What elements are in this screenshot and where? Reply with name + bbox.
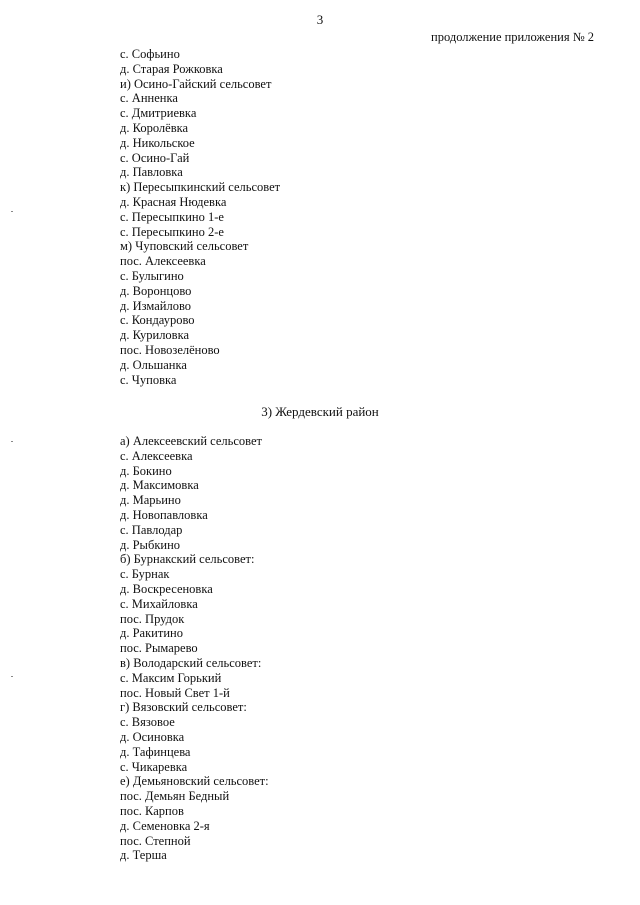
list-item: д. Семеновка 2-я <box>120 818 210 833</box>
list-item: д. Королёвка <box>120 120 189 135</box>
list-item: пос. Алексеевка <box>120 254 206 269</box>
list-item: с. Пересыпкино 1-е <box>120 209 224 224</box>
list-item: пос. Новый Свет 1-й <box>120 685 230 700</box>
list-item: д. Воронцово <box>120 283 192 298</box>
list-item: с. Кондаурово <box>120 313 195 328</box>
list-item: д. Марьино <box>120 493 181 508</box>
list-item: д. Ольшанка <box>120 357 187 372</box>
list-item: а) Алексеевский сельсовет <box>120 434 262 448</box>
scan-margin-mark <box>11 441 13 442</box>
list-item: с. Чуповка <box>120 372 177 387</box>
scan-margin-mark <box>11 676 13 677</box>
list-item: д. Красная Нюдевка <box>120 194 227 209</box>
continuation-label: продолжение приложения № 2 <box>431 30 594 44</box>
list-item: д. Никольское <box>120 135 195 150</box>
list-item: б) Бурнакский сельсовет: <box>120 552 255 567</box>
list-item: с. Павлодар <box>120 522 183 537</box>
list-item: пос. Демьян Бедный <box>120 789 230 804</box>
list-item: пос. Прудок <box>120 611 185 626</box>
list-item: д. Тафинцева <box>120 744 191 759</box>
list-item: д. Максимовка <box>120 478 199 493</box>
list-item: д. Новопавловка <box>120 507 208 522</box>
list-item: с. Вязовое <box>120 715 175 730</box>
list-item: д. Измайлово <box>120 298 192 313</box>
list-item: д. Терша <box>120 848 167 863</box>
list-item: е) Демьяновский сельсовет: <box>120 774 269 789</box>
list-item: с. Максим Горький <box>120 670 222 685</box>
list-item: с. Софьино <box>120 47 180 61</box>
list-item: д. Куриловка <box>120 328 190 343</box>
list-item: д. Павловка <box>120 165 183 180</box>
list-item: с. Осино-Гай <box>120 150 190 165</box>
list-item: м) Чуповский сельсовет <box>120 239 249 254</box>
list-item: с. Бурнак <box>120 567 170 582</box>
list-item: с. Михайловка <box>120 596 198 611</box>
list-item: с. Алексеевка <box>120 448 193 463</box>
list-item: к) Пересыпкинский сельсовет <box>120 180 281 195</box>
list-item: с. Дмитриевка <box>120 106 197 121</box>
list-item: и) Осино-Гайский сельсовет <box>120 76 272 91</box>
list-item: с. Чикаревка <box>120 759 188 774</box>
scan-margin-mark <box>11 211 13 212</box>
list-item: д. Бокино <box>120 463 172 478</box>
settlement-list-bottom <box>120 434 269 863</box>
list-item: пос. Новозелёново <box>120 342 220 357</box>
settlement-list-top <box>120 47 280 387</box>
list-item: с. Пересыпкино 2-е <box>120 224 224 239</box>
list-item: д. Рыбкино <box>120 537 181 552</box>
section-heading: 3) Жердевский район <box>261 404 379 419</box>
list-item: пос. Рымарево <box>120 641 198 656</box>
list-item: г) Вязовский сельсовет: <box>120 700 247 715</box>
list-item: пос. Степной <box>120 833 191 848</box>
list-item: д. Старая Рожковка <box>120 61 223 76</box>
list-item: с. Булыгино <box>120 268 184 283</box>
list-item: пос. Карпов <box>120 803 184 818</box>
list-item: в) Володарский сельсовет: <box>120 655 262 670</box>
list-item: д. Осиновка <box>120 729 185 744</box>
list-item: д. Ракитино <box>120 626 183 641</box>
page-number: 3 <box>316 12 324 27</box>
list-item: с. Анненка <box>120 91 178 106</box>
list-item: д. Воскресеновка <box>120 581 213 596</box>
